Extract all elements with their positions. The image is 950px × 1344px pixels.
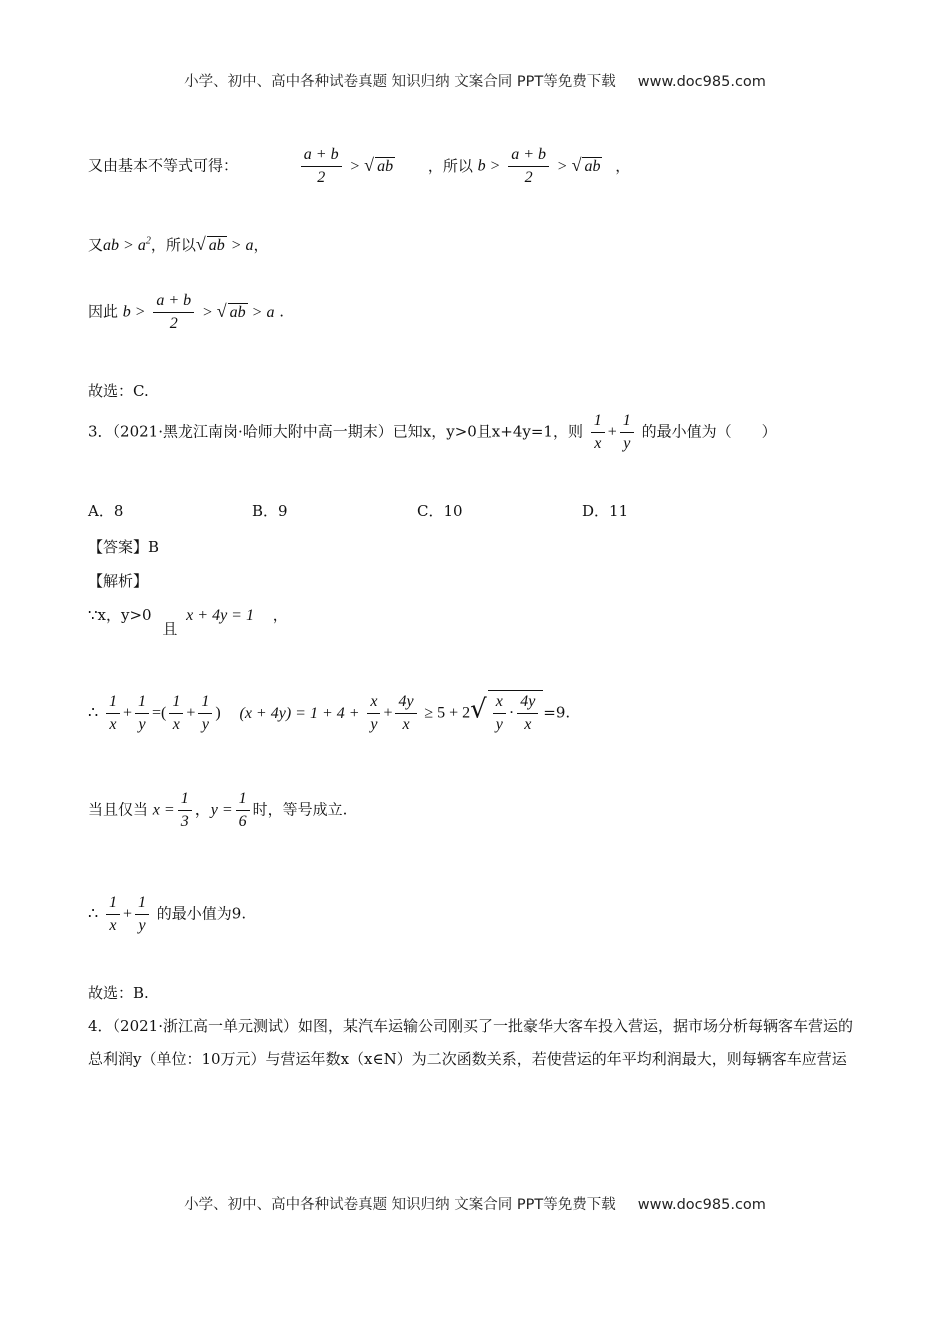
option-a: A．8 [88,502,124,520]
therefore-line: ∴ $\frac{1}{x}$ + $\frac{1}{y}$ =( $\frac{1}{x}$ + $\frac{1}{y}$ ) (x + 4y) = 1 + 4 + $\frac{x}{y}$ + $\frac{4y}{x}$ ≥ 5 + 2√ $\frac{x}{y}$ · $\frac{4y}{x}$ =9. [88,690,570,734]
because-line: ∵x，y>0 且 x + 4y = 1 ， [88,606,288,638]
question-3-stem-end: 的最小值为（ ） [641,422,777,441]
min-text: 的最小值为9. [156,904,247,923]
question-3-conclusion: 故选：B. [88,984,149,1002]
math-fraction: $\frac{1}{y}$ [198,693,212,734]
solution-line-1-text: 又由基本不等式可得： [88,156,239,175]
solution-line-2-mid: ，所以 [150,236,196,254]
math-fraction: $\frac{a + b}{2}$ [508,146,549,187]
answer-label: 【答案】B [88,538,160,556]
math-fraction: $\frac{a + b}{2}$ [153,292,194,333]
solution-conclusion: 故选：C. [88,382,149,400]
math-fraction: $\frac{1}{y}$ [620,412,634,453]
math-fraction: $\frac{1}{x}$ [106,894,120,935]
solution-line-2-prefix: 又 [88,236,104,254]
math-fraction: $\frac{1}{3}$ [178,790,192,831]
math-fraction: $\frac{4y}{x}$ [395,693,416,734]
question-4-stem: 4．（2021·浙江高一单元测试）如图，某汽车运输公司刚买了一批豪华大客车投入营运，据市场分析每辆客车营运的总利润y（单位：10万元）与营运年数x（x∈N）为二次函数关系，若使营运的年平均利润最大，则每辆客车应营运 [88,1017,853,1068]
solution-line-1: 又由基本不等式可得： $\frac{a + b}{2}$ > √ ab ，所以 b > $\frac{a + b}{2}$ > √ ab ， [88,146,631,186]
question-3-stem: 3．（2021·黑龙江南岗·哈师大附中高一期末）已知x，y>0且x+4y=1，则 $\frac{1}{x}$ + $\frac{1}{y}$ 的最小值为（ ） [88,412,777,452]
min-line: ∴ $\frac{1}{x}$ + $\frac{1}{y}$ 的最小值为9. [88,894,247,934]
because-mid: 且 [162,620,178,638]
option-d: D．11 [582,502,629,520]
math-fraction: $\frac{x}{y}$ [493,693,506,734]
because-end: ， [272,606,288,624]
solution-line-3: 因此 b > $\frac{a + b}{2}$ > √ ab > a . [88,292,284,332]
math-fraction: $\frac{a + b}{2}$ [301,146,342,187]
solution-line-1-end: ， [615,156,631,175]
therefore-eq-end: =9. [543,703,571,722]
math-fraction: $\frac{1}{y}$ [135,693,149,734]
solution-line-3-end: . [279,302,284,321]
analysis-label: 【解析】 [88,572,149,590]
solution-line-1-sep: ，所以 [427,156,473,175]
question-3-stem-text: 3．（2021·黑龙江南岗·哈师大附中高一期末）已知x，y>0且x+4y=1，则 [88,422,583,441]
solution-line-3-prefix: 因此 [88,302,119,321]
equality-end: 时，等号成立. [252,800,348,819]
page-footer [0,1193,950,1214]
math-fraction: $\frac{1}{x}$ [169,693,183,734]
footer-site: www.doc985.com [637,1197,766,1213]
solution-line-2-end: ， [253,236,269,254]
equality-line: 当且仅当 x = $\frac{1}{3}$ ，y = $\frac{1}{6}$ 时，等号成立. [88,790,348,830]
math-fraction: $\frac{1}{x}$ [591,412,605,453]
math-fraction: $\frac{1}{y}$ [135,894,149,935]
page-header [0,70,950,91]
math-fraction: $\frac{4y}{x}$ [517,693,538,734]
math-fraction: $\frac{1}{6}$ [236,790,250,831]
header-text: 小学、初中、高中各种试卷真题 知识归纳 文案合同 PPT等免费下载 [184,74,616,90]
option-b: B．9 [252,502,288,520]
header-site: www.doc985.com [637,74,766,90]
option-c: C．10 [417,502,463,520]
solution-line-2: 又ab > $a^2$，所以√ ab > a， [88,234,269,254]
math-fraction: $\frac{1}{x}$ [106,693,120,734]
math-fraction: $\frac{x}{y}$ [367,693,380,734]
equality-prefix: 当且仅当 [88,800,149,819]
footer-text: 小学、初中、高中各种试卷真题 知识归纳 文案合同 PPT等免费下载 [184,1197,616,1213]
because-prefix: ∵x，y>0 [88,606,152,624]
